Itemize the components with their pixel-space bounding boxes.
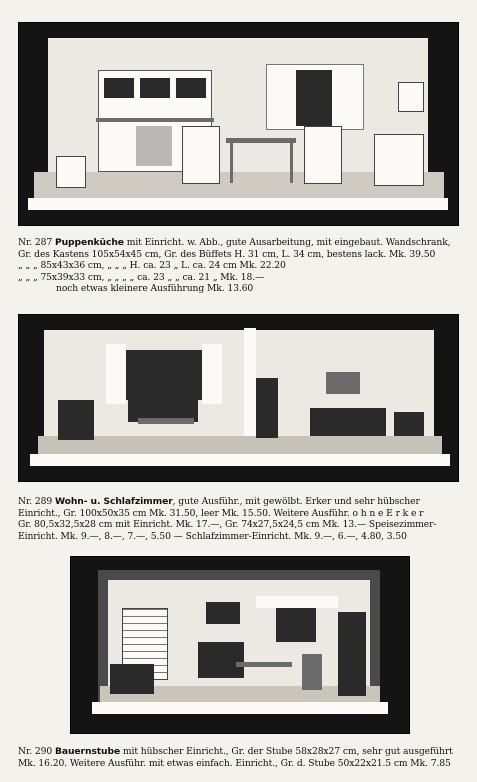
- parlour-curtain: [256, 596, 338, 608]
- caption-item-287: [18, 237, 463, 295]
- rooms-base-plate: [30, 454, 450, 466]
- item-description-line: Einricht., Gr. 100x50x35 cm Mk. 31.50, leer Mk. 15.50. Weitere Ausführ. o h n e E r k e r: [18, 507, 424, 519]
- parlour-beam: [98, 570, 380, 580]
- kitchen-table: [226, 138, 296, 143]
- item-description-line: mit hübscher Einricht., Gr. der Stube 58x28x27 cm, sehr gut ausgeführt: [122, 746, 453, 757]
- chest: [110, 664, 154, 694]
- parlour-window: [276, 608, 316, 642]
- item-title: Wohn- u. Schlafzimmer: [54, 496, 173, 507]
- parlour-chair: [302, 654, 322, 690]
- kitchen-table-leg: [290, 143, 293, 183]
- sideboard: [58, 400, 94, 440]
- photo-farmhouse-parlour: [70, 556, 410, 734]
- living-table: [138, 418, 194, 424]
- bay-curtain-right: [202, 344, 222, 404]
- photo-doll-kitchen: [18, 22, 459, 226]
- photo-living-bedroom: [18, 314, 459, 482]
- wall-picture: [326, 372, 360, 394]
- bed: [310, 408, 386, 436]
- item-description-line: , gute Ausführ., mit gewölbt. Erker und sehr hübscher: [172, 496, 420, 507]
- kitchen-chair: [182, 126, 220, 184]
- buffet-drawer: [136, 126, 172, 166]
- corner-cabinet: [338, 612, 366, 696]
- item-title: Bauernstube: [54, 746, 121, 757]
- kitchen-table-leg: [230, 143, 233, 183]
- caption-item-289: [18, 496, 463, 542]
- painted-cupboard: [198, 642, 244, 678]
- bay-curtain-left: [106, 344, 126, 404]
- parlour-table: [236, 662, 292, 667]
- kitchen-stool: [56, 156, 86, 188]
- item-price-line: Mk. 16.20. Weitere Ausführ. mit etwas einfach. Einricht., Gr. d. Stube 50x22x21.5 cm Mk. 7.85: [18, 757, 451, 769]
- item-number: Nr. 290: [18, 746, 53, 757]
- caption-item-290: [18, 746, 463, 769]
- item-price-line: Einricht. Mk. 9.—, 8.—, 7.—, 5.50 — Schlafzimmer-Einricht. Mk. 9.—, 6.—, 4.80, 3.50: [18, 530, 407, 542]
- item-price-line: Gr. 80,5x32,5x28 cm mit Einricht. Mk. 17.—, Gr. 74x27,5x24,5 cm Mk. 13.— Speisezimmer-: [18, 519, 437, 531]
- item-price-line: noch etwas kleinere Ausführung Mk. 13.60: [56, 283, 254, 295]
- buffet-glass-panel: [176, 78, 206, 98]
- parlour-base-plate: [92, 702, 388, 714]
- item-description-line: Gr. des Kastens 105x54x45 cm, Gr. des Büffets H. 31 cm, L. 34 cm, bestens lack. Mk. 39.50: [18, 248, 436, 260]
- kitchen-base-plate: [28, 198, 448, 210]
- item-description-line: mit Einricht. w. Abb., gute Ausarbeitung, mit eingebaut. Wandschrank,: [126, 237, 451, 248]
- item-title: Puppenküche: [54, 237, 124, 248]
- wardrobe: [256, 378, 278, 438]
- item-number: Nr. 289: [18, 496, 53, 507]
- kitchen-window: [296, 70, 332, 126]
- kitchen-stove: [374, 134, 424, 186]
- wall-clock: [206, 602, 240, 624]
- item-price-line: „ „ „ 85x43x36 cm, „ „ „ H. ca. 23 „ L. ca. 24 cm Mk. 22.20: [18, 260, 286, 272]
- item-price-line: „ „ „ 75x39x33 cm, „ „ „ „ ca. 23 „ „ ca. 21 „ Mk. 18.—: [18, 271, 265, 283]
- buffet-glass-panel: [140, 78, 170, 98]
- buffet-counter: [96, 118, 214, 122]
- buffet-glass-panel: [104, 78, 134, 98]
- nightstand: [394, 412, 424, 436]
- kitchen-chair: [304, 126, 342, 184]
- wall-cabinet: [398, 82, 424, 112]
- item-number: Nr. 287: [18, 237, 53, 248]
